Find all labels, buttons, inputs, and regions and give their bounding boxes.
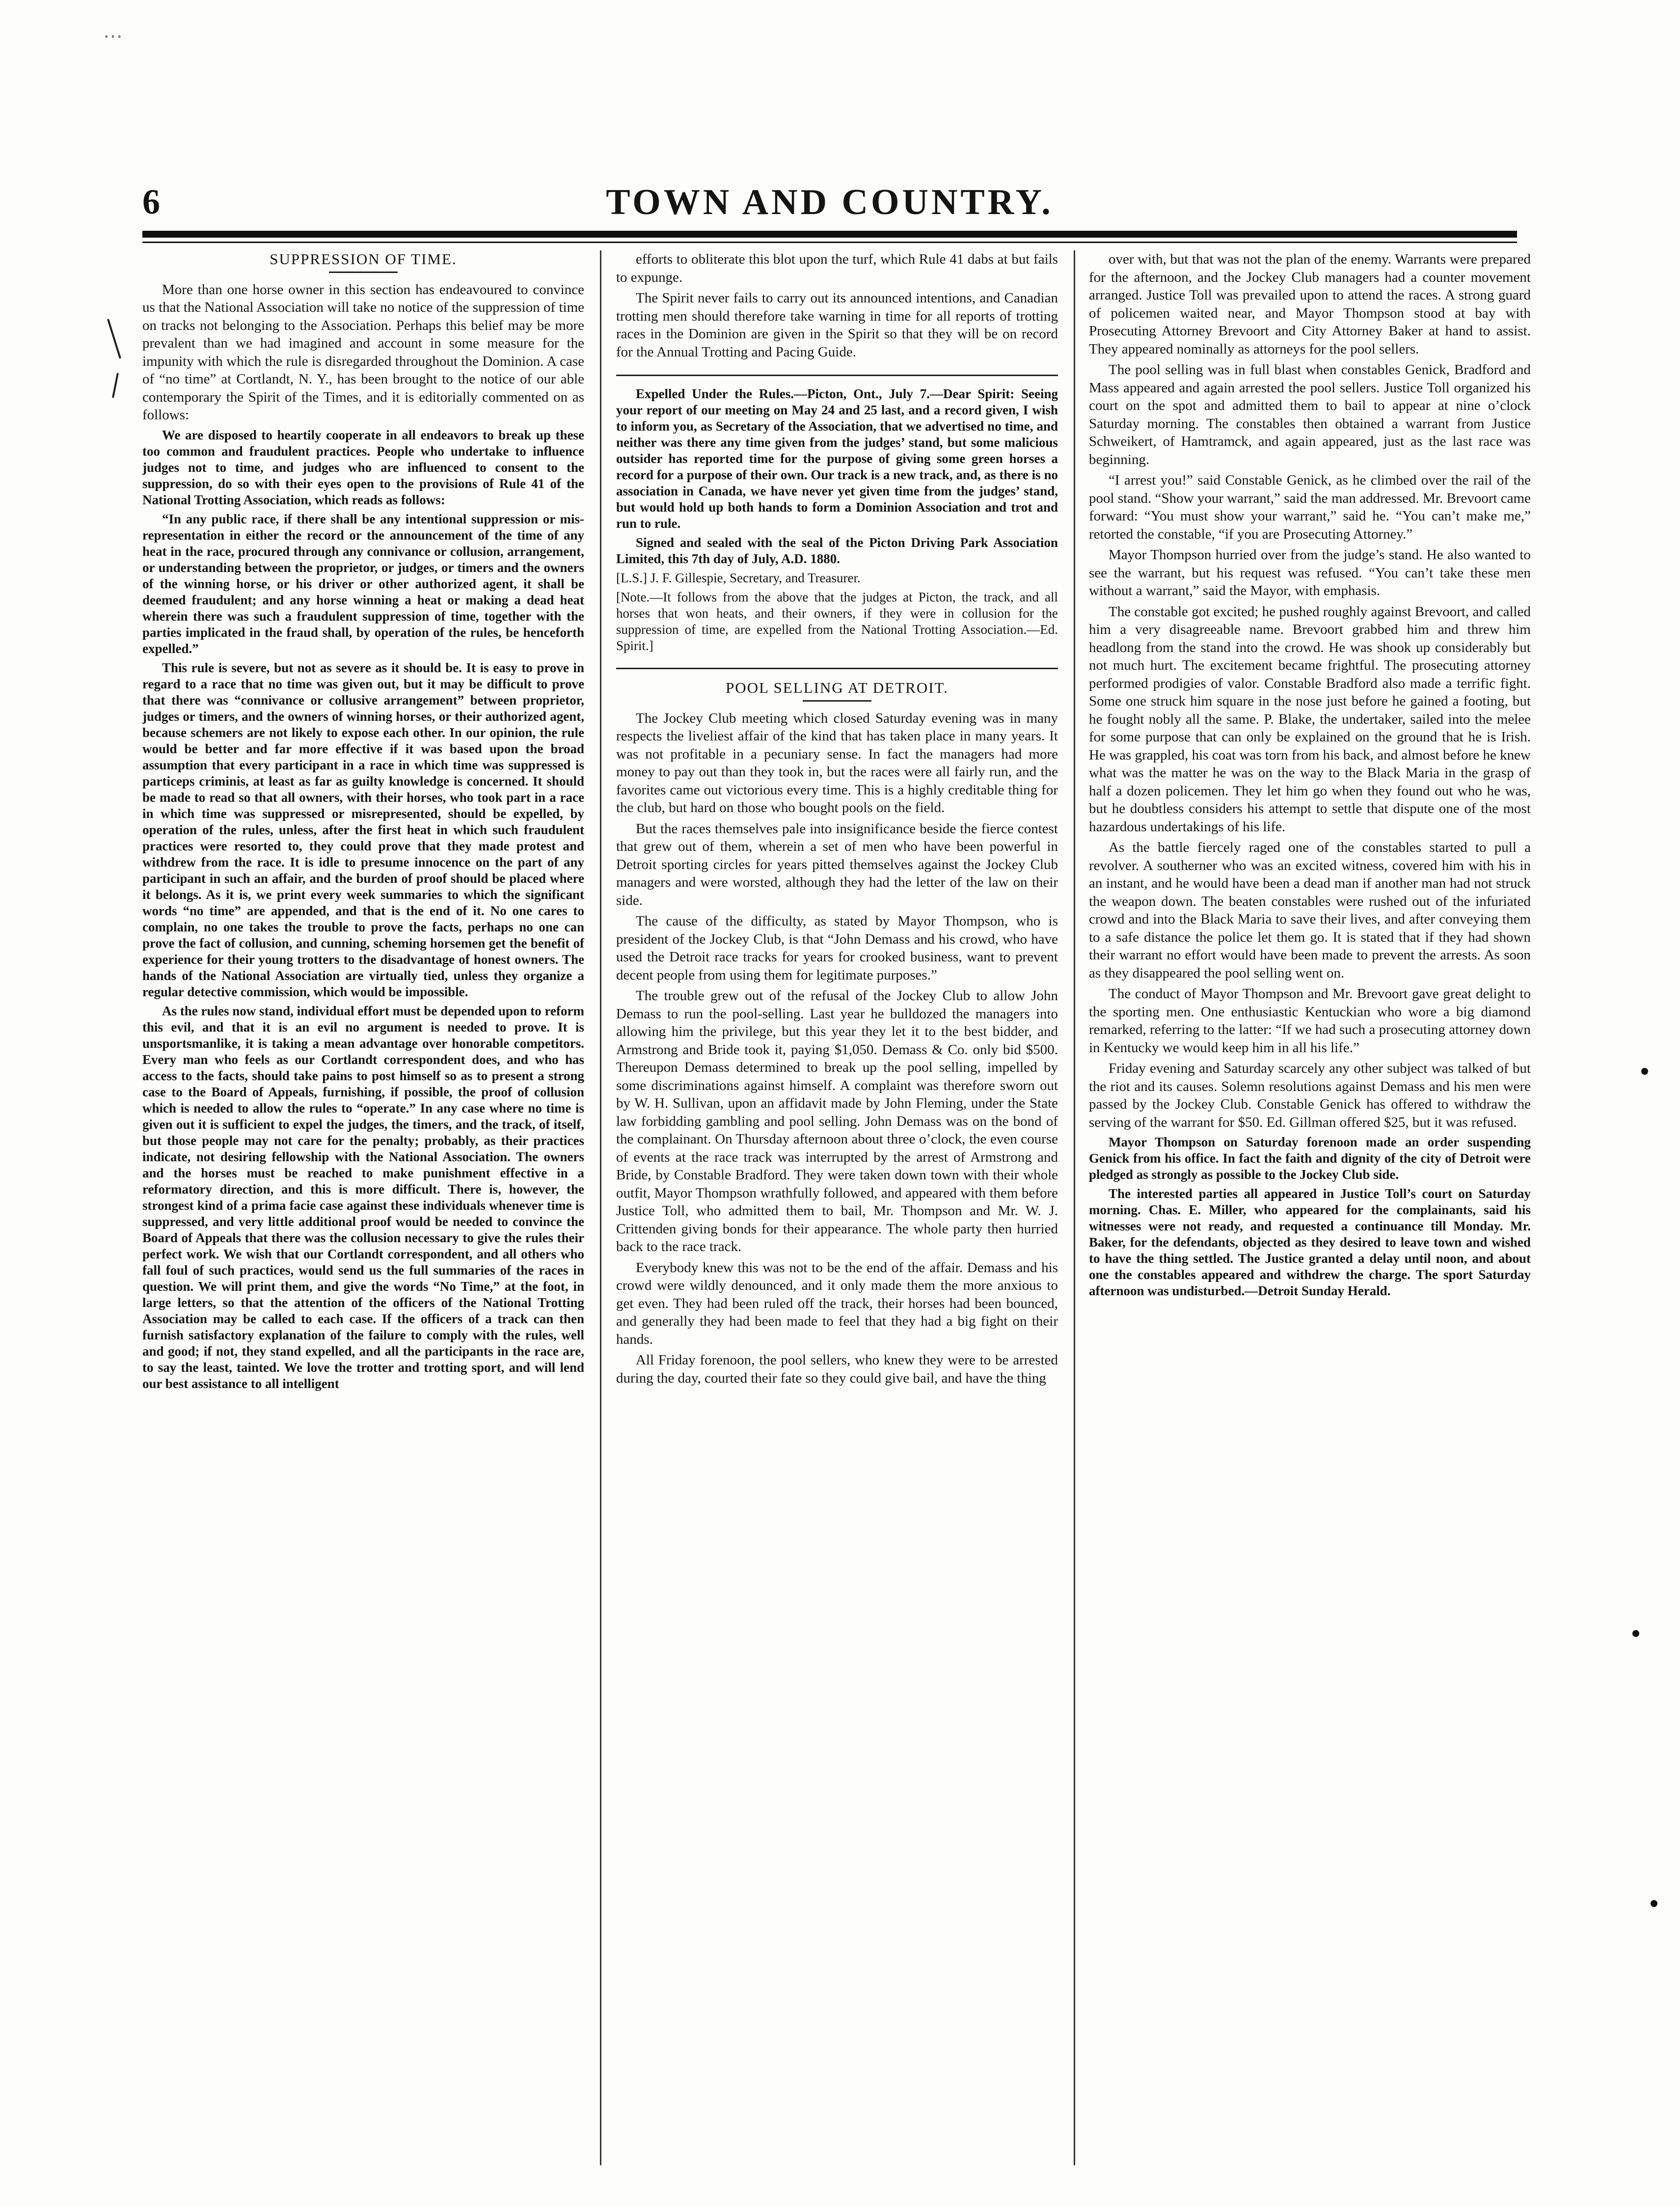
letter-signatory: [L.S.] J. F. Gillespie, Secretary, and Treasurer. <box>616 571 861 585</box>
article-paragraph: Mayor Thompson hurried over from the judge’s stand. He also wanted to see the warrant, but his request was refused. “You can’t take these men without a warrant,” said the Mayor, with emphasis. <box>1089 547 1531 599</box>
margin-dot <box>1651 1900 1657 1907</box>
article-paragraph: More than one horse owner in this section has endeavoured to convince us that the National Association will take no notice of the suppression of time on tracks not belonging to the Association. Perhaps this belief may be more prevalent than we had imagined and account in some measure for the impunity with which the rule is disregarded throughout the Dominion. A case of “no time” at Cortlandt, N. Y., has been brought to the notice of our able contemporary the Spirit of the Times, and it is editorially commented on as follows: <box>142 281 584 423</box>
column-2 <box>616 250 1058 2165</box>
margin-dot <box>1632 1630 1639 1637</box>
section-rule <box>616 668 1058 669</box>
letter-paragraph: Expelled Under the Rules.—Picton, Ont., July 7.—Dear Spirit: Seeing your report of our meeting on May 24 and 25 last, and a record given, I wish to inform you, as Secretary of the Association, that we advertised no time, and neither was there any time given from the judges’ stand, but some malicious outsider has reported time for the purpose of giving some green horses a record for a purpose of their own. Our track is a new track, and, as there is no association in Canada, we have never yet given time from the judges’ stand, but would hold up both hands to form a Dominion Association and trot and run to rule. <box>616 386 1058 531</box>
article-paragraph: “I arrest you!” said Constable Genick, as he climbed over the rail of the pool stand. “Show your warrant,” said the man addressed. Mr. Brevoort came forward: “You must show your warrant,” said he. “You can’t make me,” retorted the constable, “if you are Prosecuting Attorney.” <box>1089 472 1531 542</box>
paper-title: TOWN AND COUNTRY. <box>606 182 1054 222</box>
article-paragraph: The interested parties all appeared in Justice Toll’s court on Saturday morning. Chas. E. Miller, who appeared for the complainants, said his witnesses were not ready, and requested a continuance till Monday. Mr. Baker, for the defendants, objected as they desired to leave town and wished to have the thing settled. The Justice granted a delay until noon, and about one the constables appeared and withdrew the charge. The sport Saturday afternoon was undisturbed.—Detroit Sunday Herald. <box>1089 1186 1531 1298</box>
page-number: 6 <box>142 182 160 221</box>
editor-note: [Note.—It follows from the above that the judges at Picton, the track, and all horses that won heats, and their owners, if they were in collusion for the suppression of time, are expelled from the National Trotting Association.—Ed. Spirit.] <box>616 590 1058 653</box>
article-paragraph: The trouble grew out of the refusal of the Jockey Club to allow John Demass to run the pool-selling. Last year he bulldozed the managers into allowing him the privilege, but this year they let it to the best bidder, and Armstrong and Bride took it, paying $1,050. Demass & Co. only bid $500. Thereupon Demass determined to break up the pool selling, impelled by some discriminations against himself. A complaint was therefore sworn out by W. H. Sullivan, upon an affidavit made by John Fleming, under the State law forbidding gambling and pool selling. John Demass was on the bond of the complainant. On Thursday afternoon about three o’clock, the even course of events at the race track was interrupted by the arrest of Armstrong and Bride, by Constable Bradford. They were taken down town with their whole outfit, Mayor Thompson wrathfully followed, and appeared with them before Justice Toll, who admitted them to bail, Mr. Thompson and Mr. W. J. Crittenden giving bonds for their appearance. The whole party then hurried back to the race track. <box>616 988 1058 1254</box>
article-paragraph: The cause of the difficulty, as stated by Mayor Thompson, who is president of the Jockey Club, is that “John Demass and his crowd, who have used the Detroit race tracks for years for crooked business, want to prevent decent people from using them for legitimate purposes.” <box>616 913 1058 983</box>
article-heading-pool-selling: POOL SELLING AT DETROIT. <box>726 679 948 696</box>
article-paragraph: As the battle fiercely raged one of the constables started to pull a revolver. A southerner who was an excited witness, covered him with his in an instant, and he would have been a dead man if another man had not struck the weapon down. The beaten constables were rushed out of the infuriated crowd and into the Black Maria to save their lives, and after conveying them to a safe distance the police let them go. It is stated that if they had shown their warrant no effort would have been made to prevent the arrests. As soon as they disappeared the pool selling went on. <box>1089 840 1531 981</box>
margin-dot <box>1641 1068 1648 1075</box>
article-paragraph: The constable got excited; he pushed roughly against Brevoort, and called him a very disagreeable name. Brevoort grabbed him and threw him headlong from the stand into the crowd. He was shook up considerably but not much hurt. The excitement became frightful. The prosecuting attorney performed prodigies of valor. Constable Bradford also made a terrific fight. Some one struck him square in the nose just before he gained a footing, but he fought nobly all the same. P. Blake, the undertaker, sailed into the melee for some purpose that can only be explained on the ground that he is Irish. He was grappled, his coat was torn from his back, and almost before he knew what was the matter he was on the way to the Black Maria in the grasp of half a dozen policemen. They let him go when they found out who he was, but he doubtless considers his attempt to settle that dispute one of the most hazardous undertakings of his life. <box>1089 603 1531 835</box>
article-paragraph: The conduct of Mayor Thompson and Mr. Brevoort gave great delight to the sporting men. One enthusiastic Kentuckian who wore a big diamond remarked, referring to the latter: “If we had such a prosecuting attorney down in Kentucky we would keep him in all his life.” <box>1089 986 1531 1056</box>
column-1 <box>142 250 584 2165</box>
section-rule <box>616 375 1058 376</box>
article-paragraph: The Spirit never fails to carry out its announced intentions, and Canadian trotting men should therefore take warning in time for all reports of trotting races in the Dominion are given in the Spirit so that they will be on record for the Annual Trotting and Pacing Guide. <box>616 290 1058 360</box>
quoted-paragraph: We are disposed to heartily cooperate in all endeavors to break up these too common and fraudulent practices. People who undertake to influence judges not to time, and judges who are influenced to consent to the suppression, do so with their eyes open to the provisions of Rule 41 of the National Trotting Association, which reads as follows: <box>142 427 584 507</box>
quoted-paragraph: This rule is severe, but not as severe as it should be. It is easy to prove in regard to a race that no time was given out, but it may be difficult to prove that there was “connivance or collusive arrangement” between proprietor, judges or timers, and the owners of winning horses, or their authorized agent, because schemers are not likely to expose each other. In our opinion, the rule would be better and far more effective if it was based upon the broad assumption that every participant in a race in which time was suppressed is particeps criminis, at least as far as guilty knowledge is concerned. It should be made to read so that all owners, with their horses, who took part in a race in which time was suppressed or misrepresented, should be expelled, by operation of the rules, unless, after the first heat in which such fraudulent practices were resorted to, they could prove that they made protest and withdrew from the race. It is idle to presume innocence on the part of any participant in such an affair, and the burden of proof should be placed where it belongs. As it is, we print every week summaries to which the significant words “no time” are appended, and that is the end of it. No one cares to complain, no one takes the trouble to prove the facts, perhaps no one can prove the fact of collusion, and cunning, scheming horsemen get the benefit of experience for their young trotters to the disadvantage of honest owners. The hands of the National Association are virtually tied, unless they organize a regular detective commission, which would be impossible. <box>142 660 584 999</box>
column-divider <box>1074 250 1075 2165</box>
heading-rule <box>803 700 871 702</box>
article-paragraph: efforts to obliterate this blot upon the turf, which Rule 41 dabs at but fails to expunge. <box>616 251 1058 285</box>
article-paragraph: The pool selling was in full blast when constables Genick, Bradford and Mass appeared and again arrested the pool sellers. Justice Toll organized his court on the spot and admitted them to bail to appear at nine o’clock Saturday morning. The constables then obtained a warrant from Justice Schweikert, of Hamtramck, and again appeared, just as the last race was beginning. <box>1089 362 1531 467</box>
masthead-rule-thin <box>142 242 1517 243</box>
article-heading-suppression-of-time: SUPPRESSION OF TIME. <box>270 250 457 268</box>
article-paragraph: over with, but that was not the plan of the enemy. Warrants were prepared for the afternoon, and the Jockey Club managers had a counter movement arranged. Justice Toll was prevailed upon to attend the races. A strong guard of policemen waited near, and Mayor Thompson stood at bay with Prosecuting Attorney Brevoort and City Attorney Baker at hand to assist. They appeared nominally as attorneys for the pool sellers. <box>1089 251 1531 357</box>
letter-signature: Signed and sealed with the seal of the Picton Driving Park Association Limited, this 7th day of July, A.D. 1880. <box>616 535 1058 566</box>
column-divider <box>600 250 601 2165</box>
heading-rule <box>329 272 398 273</box>
masthead-rule-thick <box>142 231 1517 238</box>
article-paragraph: All Friday forenoon, the pool sellers, who knew they were to be arrested during the day, courted their fate so they could give bail, and have the thing <box>616 1352 1058 1386</box>
masthead <box>142 177 1517 236</box>
rule-41-quote: “In any public race, if there shall be any intentional suppression or mis-representation in either the record or the announcement of the time of any heat in the race, procured through any connivance or collusion, arrangement, or understanding between the proprietor, or judges, or timers and the owners of the winning horse, or his driver or other authorized agent, it shall be deemed fraudulent; and any horse winning a heat or making a dead heat wherein there was such a fraudulent suppression of time, together with the parties implicated in the fraud shall, by operation of the rules, be henceforth expelled.” <box>142 511 584 656</box>
quoted-paragraph: As the rules now stand, individual effort must be depended upon to reform this evil, and that it is an evil no argument is needed to prove. It is unsportsmanlike, it is taking a mean advantage over honorable competitors. Every man who feels as our Cortlandt correspondent does, and who has access to the facts, should take pains to post himself so as to present a strong case to the Board of Appeals, furnishing, if possible, the proof of collusion which is needed to allow the rules to “operate.” In any case where no time is given out it is sufficient to expel the judges, the timers, and the track, of itself, but those people may not care for the penalty; probably, as their practices indicate, not desiring fellowship with the National Association. The owners and the horses must be reached to make punishment effective in a reformatory direction, and this is more difficult. There is, however, the strongest kind of a prima facie case against these individuals whenever time is suppressed, and very little additional proof would be needed to convince the Board of Appeals that there was the collusion necessary to give the rules their perfect work. We wish that our Cortlandt correspondent, and all others who fall foul of such practices, would send us the full summaries of the races in question. We will print them, and give the words “No Time,” at the foot, in large letters, so that the attention of the officers of the National Trotting Association may be called to each case. If the officers of a track can then furnish satisfactory explanation of the failure to comply with the rules, well and good; if not, they stand expelled, and all the participants in the race are, to say the least, tainted. We love the trotter and trotting sport, and will lend our best assistance to all intelligent <box>142 1003 584 1391</box>
article-paragraph: Mayor Thompson on Saturday forenoon made an order suspending Genick from his office. In fact the faith and dignity of the city of Detroit were pledged as strongly as possible to the Jockey Club side. <box>1089 1135 1531 1182</box>
column-3 <box>1089 250 1531 2165</box>
corner-mark: ⋯ <box>103 25 123 47</box>
article-paragraph: Friday evening and Saturday scarcely any other subject was talked of but the riot and its causes. Solemn resolutions against Demass and his men were passed by the Jockey Club. Constable Genick has offered to withdraw the serving of the warrant for $50. Ed. Gillman offered $25, but it was refused. <box>1089 1061 1531 1130</box>
article-paragraph: Everybody knew this was not to be the end of the affair. Demass and his crowd were wildly denounced, and it only made them the more anxious to get even. They had been ruled off the track, their horses had been bounced, and generally they had been made to feel that they had a big fight on their hands. <box>616 1259 1058 1347</box>
article-paragraph: The Jockey Club meeting which closed Saturday evening was in many respects the liveliest affair of the kind that has taken place in many years. It was not profitable in a pecuniary sense. In fact the managers had more money to pay out than they took in, but the races were all fairly run, and the favorites came out victorious every time. This is a highly creditable thing for the club, but hard on those who bought pools on the field. <box>616 710 1058 816</box>
article-paragraph: But the races themselves pale into insignificance beside the fierce contest that grew out of them, wherein a set of men who have been powerful in Detroit sporting circles for years pitted themselves against the Jockey Club managers and were worsted, although they had the letter of the law on their side. <box>616 820 1058 908</box>
